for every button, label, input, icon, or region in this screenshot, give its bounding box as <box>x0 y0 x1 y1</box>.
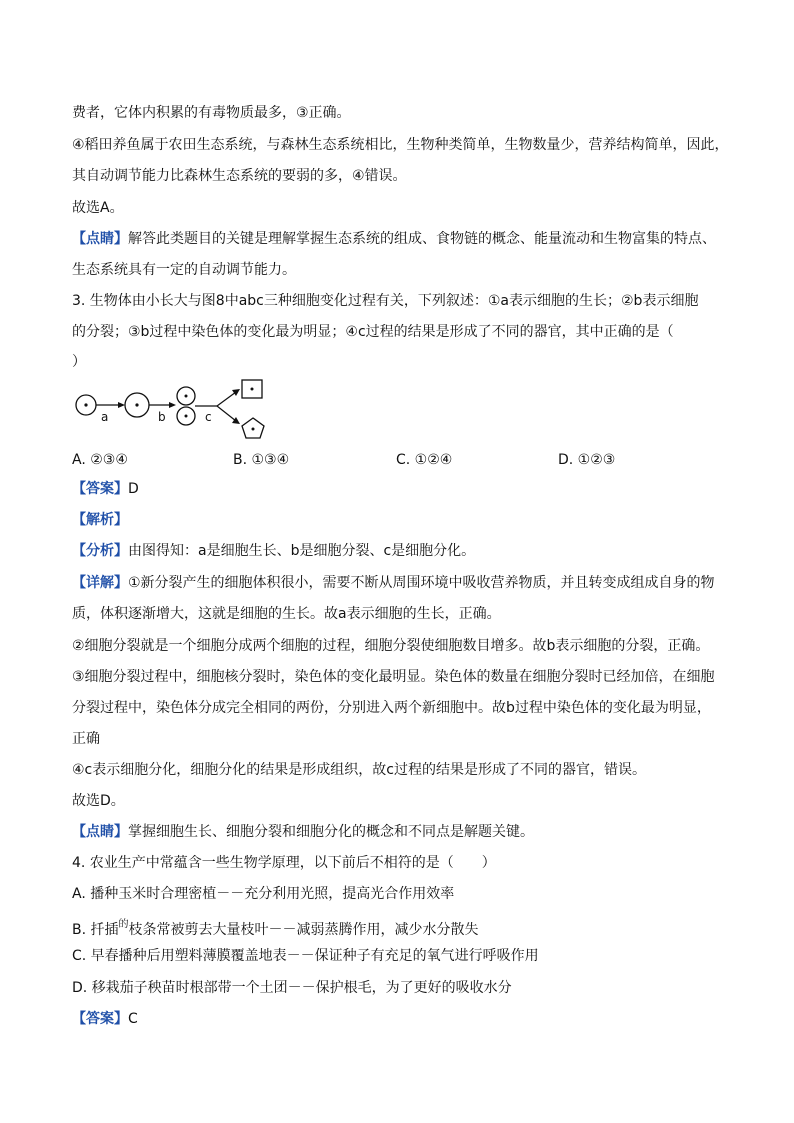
dianjing-text: 解答此类题目的关键是理解掌握生态系统的组成、食物链的概念、能量流动和生物富集的特点、 <box>128 231 716 247</box>
option-c: C. ①②④ <box>396 452 453 468</box>
label-b: b <box>158 410 166 424</box>
cell-nucleus <box>135 403 138 406</box>
option-b: B. ①③④ <box>233 452 290 468</box>
text-line: 费者，它体内积累的有毒物质最多，③正确。 <box>72 105 351 121</box>
fenxi-line <box>72 541 475 561</box>
text-line: 故选A。 <box>72 200 124 216</box>
cell-nucleus <box>251 388 254 391</box>
option-b-text: 枝条常被剪去大量枝叶－－减弱蒸腾作用，减少水分散失 <box>128 922 479 938</box>
label-a: a <box>101 410 109 424</box>
answer-line <box>72 1009 138 1029</box>
dianjing-tag: 【点睛】 <box>72 824 128 840</box>
dianjing-line <box>72 822 534 842</box>
arrow-b-head <box>169 402 176 408</box>
xiangjie-tag: 【详解】 <box>72 575 128 591</box>
jiexi-tag: 【解析】 <box>72 512 128 528</box>
text-line: ④稻田养鱼属于农田生态系统，与森林生态系统相比，生物种类简单，生物数量少，营养结构简单，因此， <box>72 137 729 153</box>
text-line: 生态系统具有一定的自动调节能力。 <box>72 262 296 278</box>
text-line: 其自动调节能力比森林生态系统的要弱的多，④错误。 <box>72 168 407 184</box>
arrow-c-up <box>217 392 236 406</box>
question-4-stem: 4. 农业生产中常蕴含一些生物学原理，以下前后不相符的是（ ） <box>72 855 496 871</box>
question-3-stem: 3. 生物体由小长大与图8中abc三种细胞变化过程有关，下列叙述：①a表示细胞的生长；②b表示细胞 <box>72 293 699 309</box>
cell-change-diagram <box>70 376 310 446</box>
xiangjie-line <box>72 573 715 593</box>
text-line: 质，体积逐渐增大，这就是细胞的生长。故a表示细胞的生长，正确。 <box>72 606 501 622</box>
cell-nucleus <box>252 428 255 431</box>
option-c: C. 早春播种后用塑料薄膜覆盖地表－－保证种子有充足的氧气进行呼吸作用 <box>72 948 539 964</box>
text-line: 分裂过程中，染色体分成完全相同的两份，分别进入两个新细胞中。故b过程中染色体的变化最为明显， <box>72 700 711 716</box>
option-b <box>72 915 479 940</box>
question-3-stem: ） <box>72 354 86 370</box>
fenxi-tag: 【分析】 <box>72 543 128 559</box>
text-line: ②细胞分裂就是一个细胞分成两个细胞的过程，细胞分裂使细胞数目增多。故b表示细胞的分裂，正确。 <box>72 638 710 654</box>
cell-nucleus <box>185 415 188 418</box>
arrow-c-up-head <box>232 389 240 396</box>
text-line: 故选D。 <box>72 793 125 809</box>
answer-value: D <box>128 481 139 497</box>
xiangjie-text: ①新分裂产生的细胞体积很小，需要不断从周围环境中吸收营养物质，并且转变成组成自身的物 <box>128 575 715 591</box>
dianjing-text: 掌握细胞生长、细胞分裂和细胞分化的概念和不同点是解题关键。 <box>128 824 534 840</box>
answer-tag: 【答案】 <box>72 481 128 497</box>
text-line: ③细胞分裂过程中，细胞核分裂时，染色体的变化最明显。染色体的数量在细胞分裂时已经加倍，在细胞 <box>72 669 715 685</box>
arrow-a-head <box>118 402 125 408</box>
text-line: 正确 <box>72 731 100 747</box>
option-d: D. ①②③ <box>558 452 616 468</box>
question-3-stem: 的分裂；③b过程中染色体的变化最为明显；④c过程的结果是形成了不同的器官，其中正确的是（ <box>72 324 674 340</box>
answer-line <box>72 479 139 499</box>
option-d: D. 移栽茄子秧苗时根部带一个土团－－保护根毛，为了更好的吸收水分 <box>72 980 512 996</box>
option-b-superscript: 的 <box>118 919 129 930</box>
cell-nucleus <box>185 395 188 398</box>
option-b-prefix: B. 扦插 <box>72 922 119 938</box>
fenxi-text: 由图得知：a是细胞生长、b是细胞分裂、c是细胞分化。 <box>128 543 476 559</box>
option-a: A. 播种玉米时合理密植－－充分利用光照，提高光合作用效率 <box>72 886 455 902</box>
option-a: A. ②③④ <box>72 452 128 468</box>
dianjing-tag: 【点睛】 <box>72 231 128 247</box>
arrow-c-down <box>217 406 236 421</box>
analysis-heading <box>72 510 128 530</box>
answer-tag: 【答案】 <box>72 1011 128 1027</box>
dianjing-line <box>72 229 716 249</box>
label-c: c <box>205 410 212 424</box>
text-line: ④c表示细胞分化，细胞分化的结果是形成组织，故c过程的结果是形成了不同的器官，错误。 <box>72 762 646 778</box>
cell-nucleus <box>84 403 87 406</box>
answer-value: C <box>128 1011 138 1027</box>
